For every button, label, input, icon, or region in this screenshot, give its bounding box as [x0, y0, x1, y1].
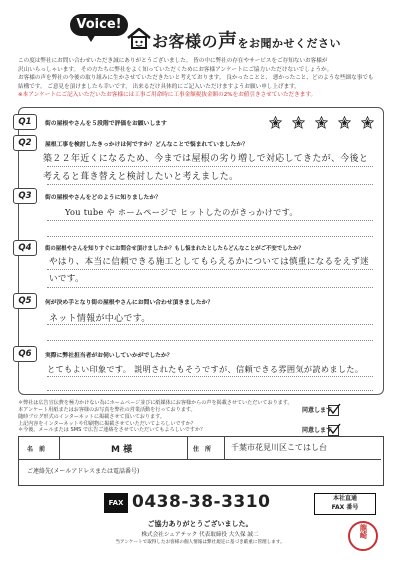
header [70, 6, 340, 56]
star-icon[interactable] [315, 116, 328, 129]
check-icon [329, 403, 341, 415]
agree-checkbox[interactable] [328, 405, 339, 416]
answer-line [47, 287, 373, 288]
q6-answer: とてもよい印象です。 説明されたもそうですが、信頼できる雰囲気が読めました。 [47, 364, 364, 374]
answer-line [47, 390, 373, 391]
answer-line [47, 236, 373, 237]
q3-text: 街の屋根やさんをどのように知りましたか？ [45, 195, 161, 201]
check-icon [329, 423, 341, 435]
title-part: 声 [218, 30, 238, 52]
name-label: 名 前 [27, 446, 46, 453]
house-icon [126, 26, 152, 50]
star-icon[interactable] [269, 116, 282, 129]
agree-label: 同意します [302, 407, 333, 414]
q6-badge: Q6 [13, 346, 37, 362]
q3-badge: Q3 [13, 188, 37, 204]
intro-line: 結構です。 ご意見を頂けましたら幸いです。 出来るだけ具体的にご記入いただけますようお願い申し上げます。 [18, 83, 300, 90]
rating-stars[interactable] [269, 118, 379, 132]
note-line: 随時ブログ形式のインターネットに掲載させて頂いております。 [18, 414, 165, 420]
answer-line [47, 184, 373, 185]
customer-form [18, 436, 384, 486]
note-line: 上記内容をインターネットや印刷物に掲載させていただいてよろしいですか？ [18, 421, 196, 427]
intro-line: この度は弊社にお問い合わせいただき誠にありがとうございました。 皆の中に弊社の存在やサービスをご存知ないお客様が [18, 58, 328, 64]
q5-badge: Q5 [13, 293, 37, 309]
answer-line [47, 324, 373, 325]
q1-badge: Q1 [13, 114, 37, 130]
address-field[interactable]: 千葉市花見川区こてはし台 [231, 443, 327, 452]
divider [187, 437, 188, 459]
note-line: 本アンケート用紙またはお客様のお写真を弊社の営業活動を行っております。 [18, 407, 196, 413]
q1-text: 街の屋根やさんを５段階で評価をお願いします [45, 121, 167, 127]
answer-line [47, 340, 373, 341]
privacy-text: 当アンケートで取得したお客様の個人情報は弊社規定に基づき厳重に管理します。 [115, 540, 285, 545]
honsha-line: FAX 番号 [331, 504, 359, 511]
intro-line: お客様の声を弊社の今後の取り組みに生かさせていただきたいと考えております。 良かったことと、 悪かったこと、どのような些細な事でも [18, 75, 374, 82]
sms-agree-checkbox[interactable] [328, 425, 339, 436]
note-line: ＊弊社は広告宣伝費を極力かけない為にホームページ並びに紙媒体にお客様からの声を掲載させていただいております。 [18, 400, 293, 406]
title-part: をお聞かせください [237, 37, 342, 50]
q4-badge: Q4 [13, 240, 37, 256]
q2-answer: 築２２年近くになるため、今までは屋根の劣り増しで対応してきたが、今後と考えると葺き替えと検討したいと考えました。 [43, 154, 369, 182]
divider [224, 437, 225, 459]
q4-text: 街の屋根やさんを知りすぐにお問合せ頂けましたか？もし悩まれたとしたらどんなことがご不安でしたか？ [45, 246, 304, 252]
thanks-text: ご協力ありがとうございました。 [147, 520, 253, 528]
sms-note: ＊今後、メールまたは SMS で広告ご連絡をさせていただいてもよろしいですか？ [18, 427, 206, 433]
agree-label-2: 同意します [302, 427, 333, 434]
star-icon[interactable] [338, 116, 351, 129]
answer-line [47, 220, 373, 221]
answer-line [47, 376, 373, 377]
name-field[interactable]: M 様 [111, 445, 133, 455]
star-icon[interactable] [361, 116, 374, 129]
intro-text [18, 57, 382, 100]
q3-answer: You tube や ホームページで ヒットしたのがきっかけです。 [65, 207, 298, 217]
answer-line [47, 269, 373, 270]
stamp-text: 龍崎 [359, 524, 368, 539]
title-part: お客様の [152, 32, 219, 51]
address-label: 住 所 [193, 446, 212, 453]
contact-label: ご連絡先(メールアドレスまたは電話番号) [27, 468, 140, 475]
q6-text: 実際に弊社担当者がお伺いしていかがでしたか？ [45, 353, 173, 359]
q5-text: 何が決め手となり街の屋根やさんにお問い合わせ頂きましたか？ [45, 300, 214, 306]
answer-line [47, 166, 373, 167]
page-title [152, 26, 341, 53]
company-text: 株式会社シェアテック 代表取締役 大久保 誠二 [141, 532, 259, 538]
intro-line: 沢山いらっしゃいます。 その方たちに弊社をよく知っていただくためにお客様アンケートにご協力いただけないでしょうか。 [18, 66, 333, 73]
discount-note: ※本アンケートにご記入いただいたお客様には工事ご用命時に工事金額税抜金額の2%をお値引きさせていただきます。 [18, 92, 317, 99]
fax-label: FAX [104, 493, 128, 513]
star-icon[interactable] [292, 116, 305, 129]
q2-badge: Q2 [13, 135, 37, 151]
q2-text: 屋根工事を検討したきっかけは何ですか？どんなことで悩まれていましたか？ [45, 142, 248, 148]
honsha-fax-badge [314, 493, 376, 515]
fax-block [104, 492, 359, 513]
q5-answer: ネット情報が中心です。 [49, 314, 151, 324]
divider [59, 437, 60, 459]
survey-box [18, 107, 384, 395]
fax-number: 0438-38-3310 [132, 492, 271, 512]
speech-tail-icon [86, 34, 96, 42]
honsha-line: 本社直通 [332, 495, 357, 502]
voice-badge: Voice! [70, 14, 128, 36]
q4-answer: やはり、本当に信頼できる施工としてもらえるかについては慎重になるをえず迷いです。 [49, 257, 370, 284]
seal-stamp [348, 521, 378, 551]
